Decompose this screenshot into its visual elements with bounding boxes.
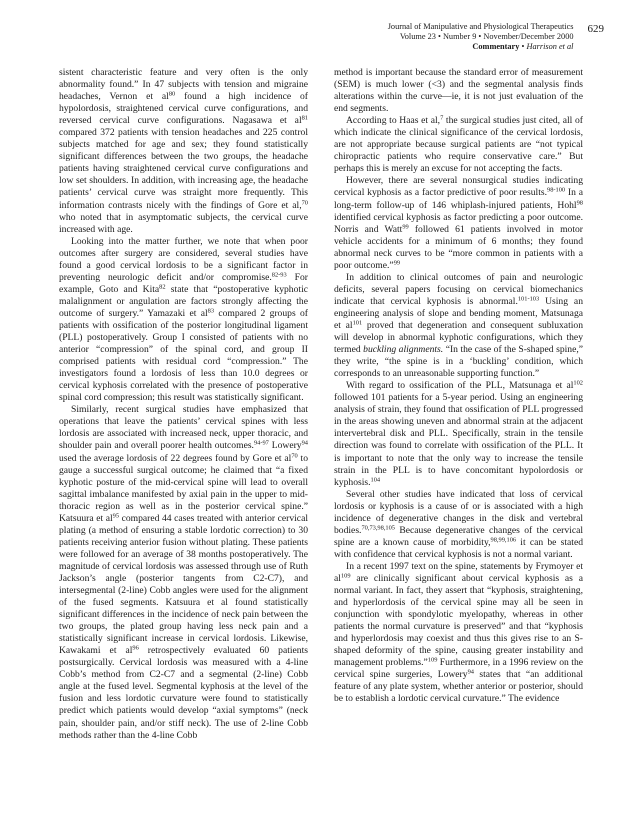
journal-info	[388, 22, 574, 53]
paragraph: In a recent 1997 text on the spine, statements by Frymoyer et $al^{109}$ are clinically significant about cervical kyphosis as a normal variant. In fact, they assert that “kyphosis, straightening, and hyperlordosis of the cervical spine may all be seen in conjunction with spondylotic myelopathy, whereas in other patients the normal curvature is preserved” and that “kyphosis and hyperlordosis may coexist and thus this gives rise to an S-shaped deformity of the spine, causing greater instability and management problems.”$^{109}$ Furthermore, in a 1996 review on the cervical spine surgeries, Lowery$^{94}$ states that “an additional feature of any plate system, whether anterior or posterior, should be to establish a lordotic cervical curvature.” The evidence	[334, 560, 583, 705]
section-label: Commentary	[472, 42, 520, 52]
page-number: 629	[587, 23, 604, 35]
paragraph: However, there are several nonsurgical studies indicating cervical kyphosis as a factor predictive of poor results.$^{98-100}$ In a long-term follow-up of 146 whiplash-injured patients, Hohl$^{98}$ identified cervical kyphosis as factor predicting a poor outcome. Norris and Watt$^{99}$ followed 61 patients involved in motor vehicle accidents for a minimum of 6 months; they found abnormal neck curves to be “more common in patients with a poor outcome.”$^{99}$	[334, 175, 583, 271]
paragraph: According to Haas et al,$^7$ the surgical studies just cited, all of which indicate the clinical significance of the cervical lordosis, are not appropriate because surgical patients are “not typical chiropractic patients who require conservative care.” But perhaps this is merely an excuse for not accepting the facts.	[334, 114, 583, 175]
section-separator: •	[519, 42, 527, 52]
paragraph: With regard to ossification of the PLL, Matsunaga et $al^{102}$ followed 101 patients for a 5-year period. Using an engineering analysis of strain, they found that ossification of PLL progressed in the areas showing uneven and abnormal strain at the adjacent intervertebral disk and PLL. Specifically, strain in the tensile direction was found to correlate with ossification of the PLL. It is important to note that the only way to increase the tensile strain in the PLL is to have concomitant hypolordosis or kyphosis.$^{104}$	[334, 379, 583, 488]
running-header	[388, 22, 604, 53]
paragraph: Several other studies have indicated that loss of cervical lordosis or kyphosis is a cause of or is associated with a high incidence of degenerative changes in the disk and vertebral bodies.$^{70,73,98,105}$ Because degenerative changes of the cervical spine are a known cause of morbidity,$^{98,99,106}$ it can be stated with confidence that cervical kyphosis is not a normal variant.	[334, 488, 583, 560]
left-column	[59, 67, 308, 742]
paragraph: Similarly, recent surgical studies have emphasized that operations that leave the patients’ cervical spines with less lordosis are associated with increased neck, upper thoracic, and shoulder pain and overall poorer health outcomes.$^{94-97}$ Lowery$^{94}$ used the average lordosis of 22 degrees found by Gore et $al^{70}$ to gauge a successful surgical outcome; he claimed that “a fixed kyphotic posture of the mid-cervical spine will lead to overall sagittal imbalance manifested by axial pain in the upper to mid-thoracic region as well as in the posterior cervical spine.” Katsuura et $al^{95}$ compared 44 cases treated with anterior cervical plating (a method of ensuring a stable lordotic correction) to 30 patients receiving anterior fusion without plating. These patients were followed for an average of 38 months postoperatively. The magnitude of cervical lordosis was assessed through use of Ruth Jackson’s angle (posterior tangents from C2-C7), and intersegmental (2-line) Cobb angles were used for the alignment of the fused segments. Katsuura et al found statistically significant differences in the incidence of neck pain between the two groups, the plated group having less neck pain and a statistically significant increase in cervical lordosis. Likewise, Kawakami et $al^{96}$ retrospectively evaluated 60 patients postsurgically. Cervical lordosis was measured with a 4-line Cobb’s method from C2-C7 and a segmental (2-line) Cobb angle at the fused level. Segmental kyphosis at the level of the fusion and less lordotic curvature were found to statistically predict which patients would develop “axial symptoms” (neck pain, shoulder pain, and/or stiff neck). The use of 2-line Cobb methods rather than the 4-line Cobb	[59, 404, 308, 741]
journal-title: Journal of Manipulative and Physiological Therapeutics	[387, 22, 574, 31]
volume-line: Volume 23 • Number 9 • November/December 2000	[399, 32, 574, 42]
right-column	[334, 67, 583, 705]
paragraph: Looking into the matter further, we note that when poor outcomes after surgery are considered, several studies have found a good cervical lordosis to be a significant factor in preventing neurologic deficit and/or compromise.$^{82-93}$ For example, Goto and Kita$^{82}$ state that “postoperative kyphotic malalignment or angulation are factors strongly affecting the outcome of surgery.” Yamazaki et $al^{83}$ compared 2 groups of patients with ossification of the posterior longitudinal ligament (PLL) postoperatively. Group I consisted of patients with no anterior “compression” of the spinal cord, and group II comprised patients with residual cord “compression.” The investigators found a lordosis of less than 10.0 degrees or cervical kyphosis correlated with the presence of postoperative spinal cord compression; this result was statistically significant.	[59, 235, 309, 404]
authors-label: Harrison et al	[526, 42, 574, 52]
section-line	[388, 42, 574, 52]
paragraph: In addition to clinical outcomes of pain and neurologic deficits, several papers focusing on cervical biomechanics indicate that cervical kyphosis is abnormal.$^{101-103}$ Using an engineering analysis of slope and bending moment, Matsunaga et $al^{101}$ proved that degeneration and consequent subluxation will develop in abnormal kyphotic configurations, which they termed buckling alignments. “In the case of the S-shaped spine,” they write, “the spine is in a ‘buckling’ condition, which corresponds to an unreasonable supporting function.”	[334, 271, 583, 380]
paragraph: sistent characteristic feature and very often is the only abnormality found.” In 47 subjects with tension and migraine headaches, Vernon et $al^{80}$ found a high incidence of hypolordosis, straightened cervical curve configurations, and reversed cervical curve configurations. Nagasawa et $al^{81}$ compared 372 patients with tension headaches and 225 control subjects matched for age and sex; they found statistically significant differences between the two groups, the headache patients having straightened cervical curve configurations and low set shoulders. In addition, with increasing age, the headache patients’ cervical curve was straight more frequently. This information contrasts nicely with the findings of Gore et al,$^{70}$ who noted that in asymptomatic subjects, the cervical curve increased with age.	[59, 67, 309, 235]
paragraph: method is important because the standard error of measurement (SEM) is much lower (<3) and the segmental analysis finds alterations within the curve—ie, it is not just evaluation of the end segments.	[334, 67, 583, 115]
